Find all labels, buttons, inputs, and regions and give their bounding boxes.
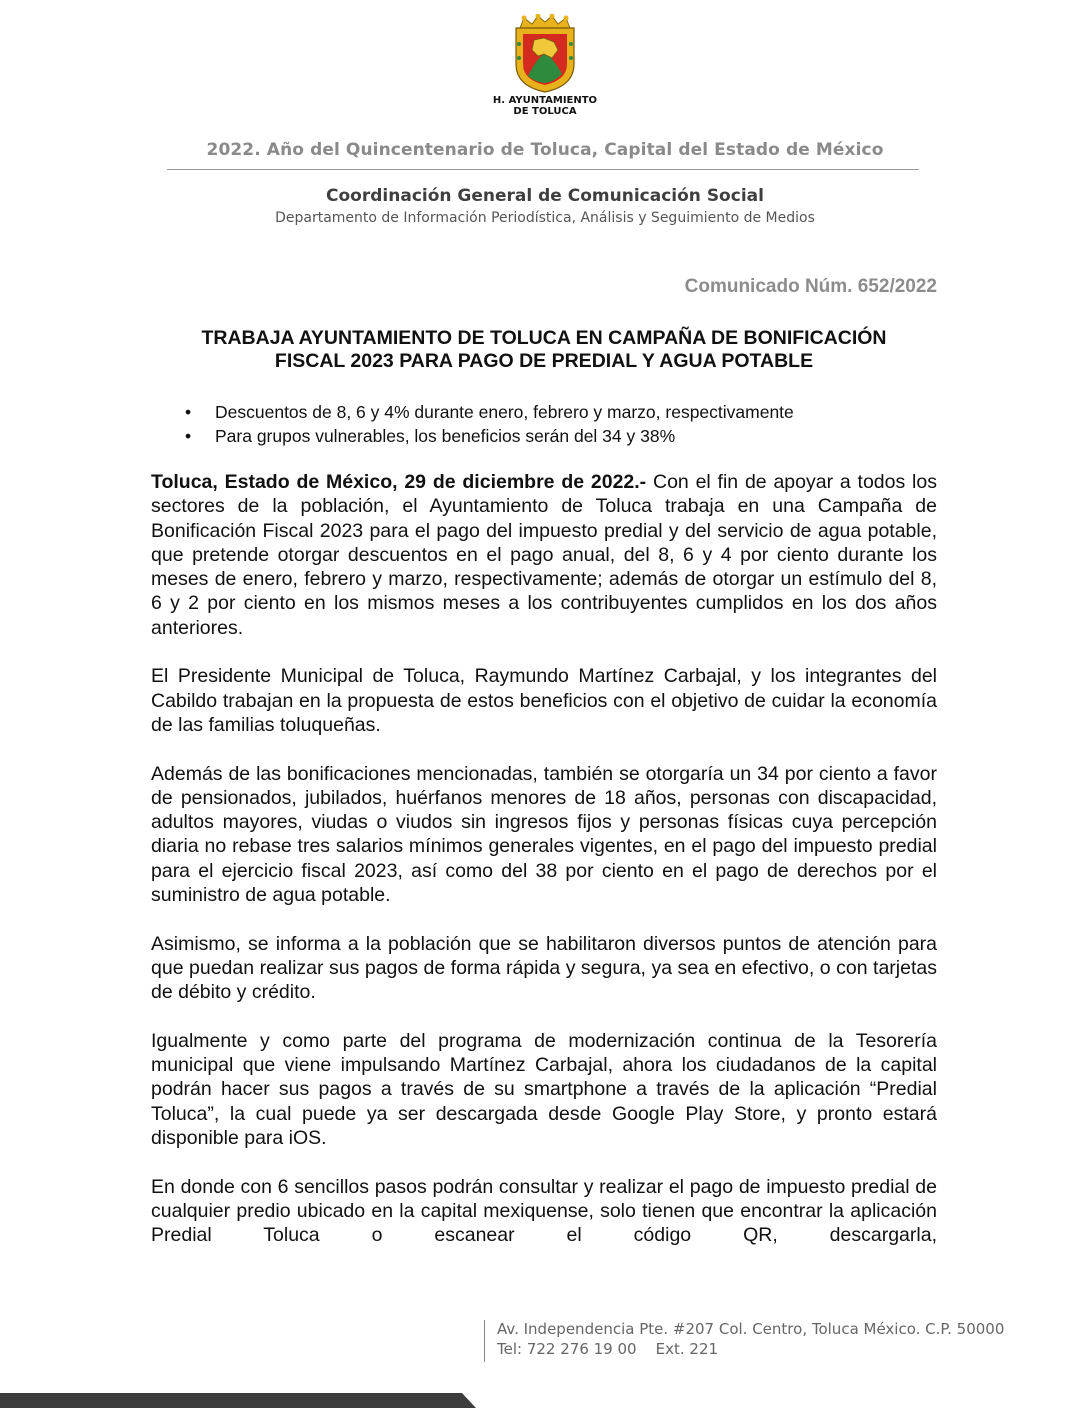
paragraph-6: En donde con 6 sencillos pasos podrán consultar y realizar el pago de impuesto predial de cualquier predio ubicado en la capital mexiquense, solo tienen que encontrar la aplicación Predial Toluca o escanear el código QR, descargarla,	[151, 1175, 937, 1247]
footer-divider	[484, 1320, 485, 1362]
bullet-text: Descuentos de 8, 6 y 4% durante enero, febrero y marzo, respectivamente	[215, 402, 794, 422]
header-divider	[167, 169, 919, 170]
summary-bullets	[150, 400, 938, 448]
footer-band	[0, 1393, 480, 1408]
year-motto: 2022. Año del Quincentenario de Toluca, Capital del Estado de México	[206, 140, 884, 160]
bullet-icon: •	[185, 402, 192, 422]
headline	[150, 327, 938, 373]
department-subtitle: Departamento de Información Periodística, Análisis y Seguimiento de Medios	[275, 210, 815, 226]
logo-caption	[490, 95, 600, 117]
logo-line-1: H. AYUNTAMIENTO	[492, 95, 598, 106]
dateline: Toluca, Estado de México, 29 de diciembre de 2022.-	[151, 471, 647, 493]
toluca-logo	[490, 14, 600, 120]
paragraph-1	[151, 470, 937, 640]
headline-line-2: FISCAL 2023 PARA PAGO DE PREDIAL Y AGUA POTABLE	[274, 350, 814, 372]
bullet-icon: •	[185, 426, 192, 446]
footer-address: Av. Independencia Pte. #207 Col. Centro, Toluca México. C.P. 50000	[497, 1320, 1005, 1338]
paragraph-5: Igualmente y como parte del programa de modernización continua de la Tesorería municipal que viene impulsando Martínez Carbajal, ahora los ciudadanos de la capital podrán hacer sus pagos a través de su smartphone a través de la aplicación “Predial Toluca”, la cual puede ya ser descargada desde Google Play Store, y pronto estará disponible para iOS.	[151, 1029, 937, 1150]
coordination-title: Coordinación General de Comunicación Social	[326, 186, 764, 206]
bullet-text: Para grupos vulnerables, los beneficios serán del 34 y 38%	[215, 426, 676, 446]
footer-phone: Tel: 722 276 19 00 Ext. 221	[497, 1340, 719, 1358]
article-body	[151, 470, 937, 1272]
logo-line-2: DE TOLUCA	[513, 106, 577, 117]
paragraph-1-text: Con el fin de apoyar a todos los sectores de la población, el Ayuntamiento de Toluca trabaja en una Campaña de Bonificación Fiscal 2023 para el pago del impuesto predial y del servicio de agua potable, que pretende otorgar descuentos en el pago anual, del 8, 6 y 4 por ciento durante los meses de enero, febrero y marzo, respectivamente; además de otorgar un estímulo del 8, 6 y 2 por ciento en los mismos meses a los contribuyentes cumplidos en los dos años anteriores.	[151, 471, 937, 639]
bullet-item	[150, 424, 938, 448]
release-number: Comunicado Núm. 652/2022	[684, 276, 937, 297]
coat-of-arms-icon	[504, 14, 586, 94]
headline-line-1: TRABAJA AYUNTAMIENTO DE TOLUCA EN CAMPAÑA DE BONIFICACIÓN	[201, 327, 887, 349]
paragraph-2: El Presidente Municipal de Toluca, Raymundo Martínez Carbajal, y los integrantes del Cabildo trabajan en la propuesta de estos beneficios con el objetivo de cuidar la economía de las familias toluqueñas.	[151, 665, 937, 736]
bullet-item	[150, 400, 938, 424]
paragraph-4: Asimismo, se informa a la población que se habilitaron diversos puntos de atención para que puedan realizar sus pagos de forma rápida y segura, ya sea en efectivo, o con tarjetas de débito y crédito.	[151, 932, 937, 1004]
paragraph-3: Además de las bonificaciones mencionadas, también se otorgaría un 34 por ciento a favor de pensionados, jubilados, huérfanos menores de 18 años, personas con discapacidad, adultos mayores, viudas o viudos sin ingresos fijos y personas físicas cuya percepción diaria no rebase tres salarios mínimos generales vigentes, en el pago del impuesto predial para el ejercicio fiscal 2023, así como del 38 por ciento en el pago de derechos por el suministro de agua potable.	[151, 762, 937, 907]
